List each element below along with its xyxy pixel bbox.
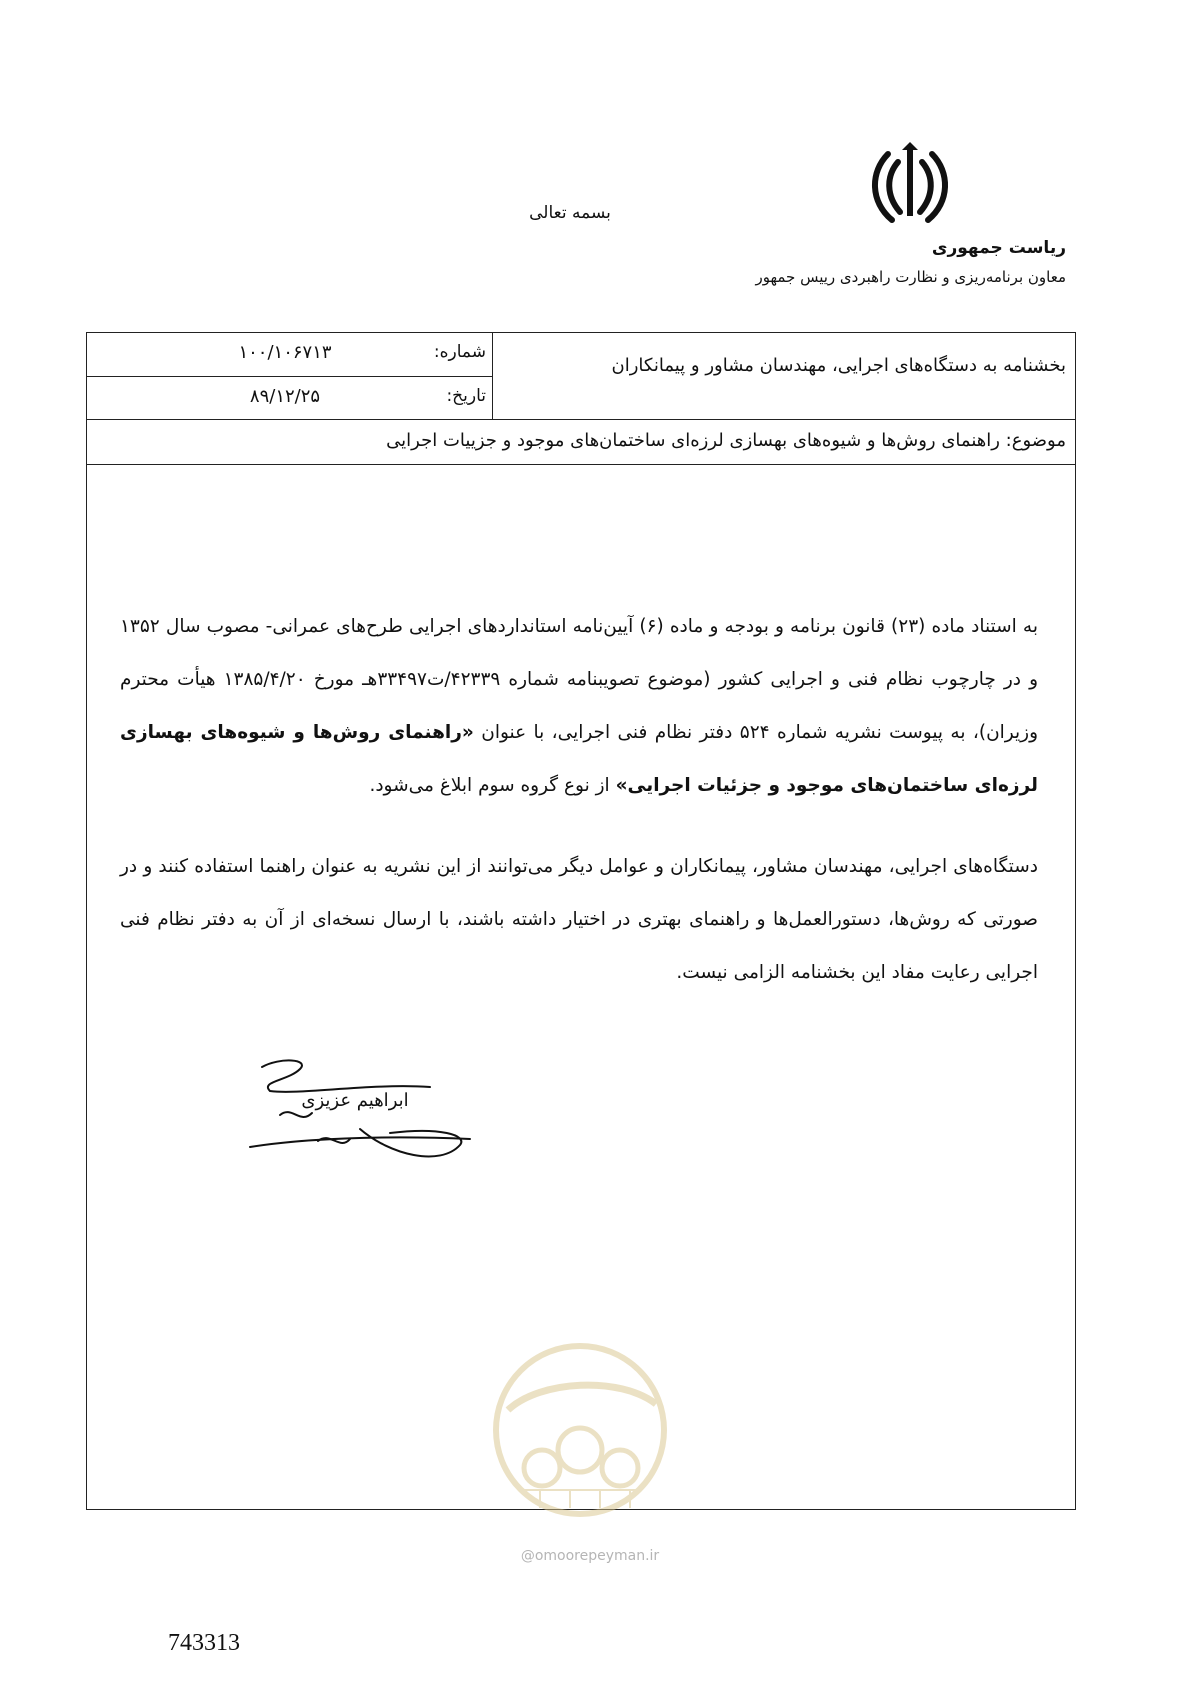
subject-line: موضوع: راهنمای روش‌ها و شیوه‌های بهسازی لرزه‌ای ساختمان‌های موجود و جزییات اجرایی (386, 430, 1066, 451)
signature-scribble (240, 1055, 480, 1175)
publication-title: «راهنمای روش‌ها و شیوه‌های بهسازی لرزه‌ای ساختمان‌های موجود و جزئیات اجرایی» (120, 722, 1038, 796)
body-paragraph-2: دستگاه‌های اجرایی، مهندسان مشاور، پیمانکاران و عوامل دیگر می‌توانند از این نشریه به عنوان راهنما استفاده کنند و در صورتی که روش‌ها، دستورالعمل‌ها و راهنمای بهتری در اختیار داشته باشند، با ارسال نسخه‌ای از آن به دفتر نظام فنی اجرایی رعایت مفاد این بخشنامه الزامی نیست. (120, 856, 1038, 983)
watermark-logo (480, 1340, 680, 1520)
signer-name: ابراهیم عزیزی (301, 1090, 409, 1111)
header-bottom-divider (86, 464, 1076, 465)
date-value: ۸۹/۱۲/۲۵ (249, 386, 321, 407)
bismillah-heading: بسمه تعالی (529, 203, 611, 223)
number-date-divider (86, 376, 493, 377)
number-value: ۱۰۰/۱۰۶۷۱۳ (238, 342, 332, 363)
watermark-url: @omoorepeyman.ir (520, 1548, 660, 1564)
organization-name: ریاست جمهوری (931, 238, 1066, 258)
organization-subtitle: معاون برنامه‌ریزی و نظارت راهبردی رییس جمهور (755, 268, 1066, 286)
paragraph-1-text-b: از نوع گروه سوم ابلاغ می‌شود. (369, 775, 616, 796)
subject-divider (86, 419, 1076, 420)
number-label: شماره: (433, 342, 486, 362)
circular-recipients: بخشنامه به دستگاه‌های اجرایی، مهندسان مشاور و پیمانکاران (611, 355, 1066, 376)
document-number: 743313 (168, 1630, 240, 1656)
iran-emblem-icon (866, 140, 954, 228)
body-paragraph-1 (120, 600, 1038, 812)
date-label: تاریخ: (446, 386, 486, 406)
paragraph-1-text-a: به استناد ماده (۲۳) قانون برنامه و بودجه و ماده (۶) آیین‌نامه استانداردهای اجرایی طرح‌های عمرانی- مصوب سال ۱۳۵۲ و در چارچوب نظام فنی و اجرایی کشور (موضوع تصویبنامه شماره ۴۲۳۳۹/ت۳۳۴۹۷هـ مورخ ۱۳۸۵/۴/۲۰ هیأت محترم وزیران)، به پیوست نشریه شماره ۵۲۴ دفتر نظام فنی اجرایی، با عنوان (120, 616, 1039, 743)
